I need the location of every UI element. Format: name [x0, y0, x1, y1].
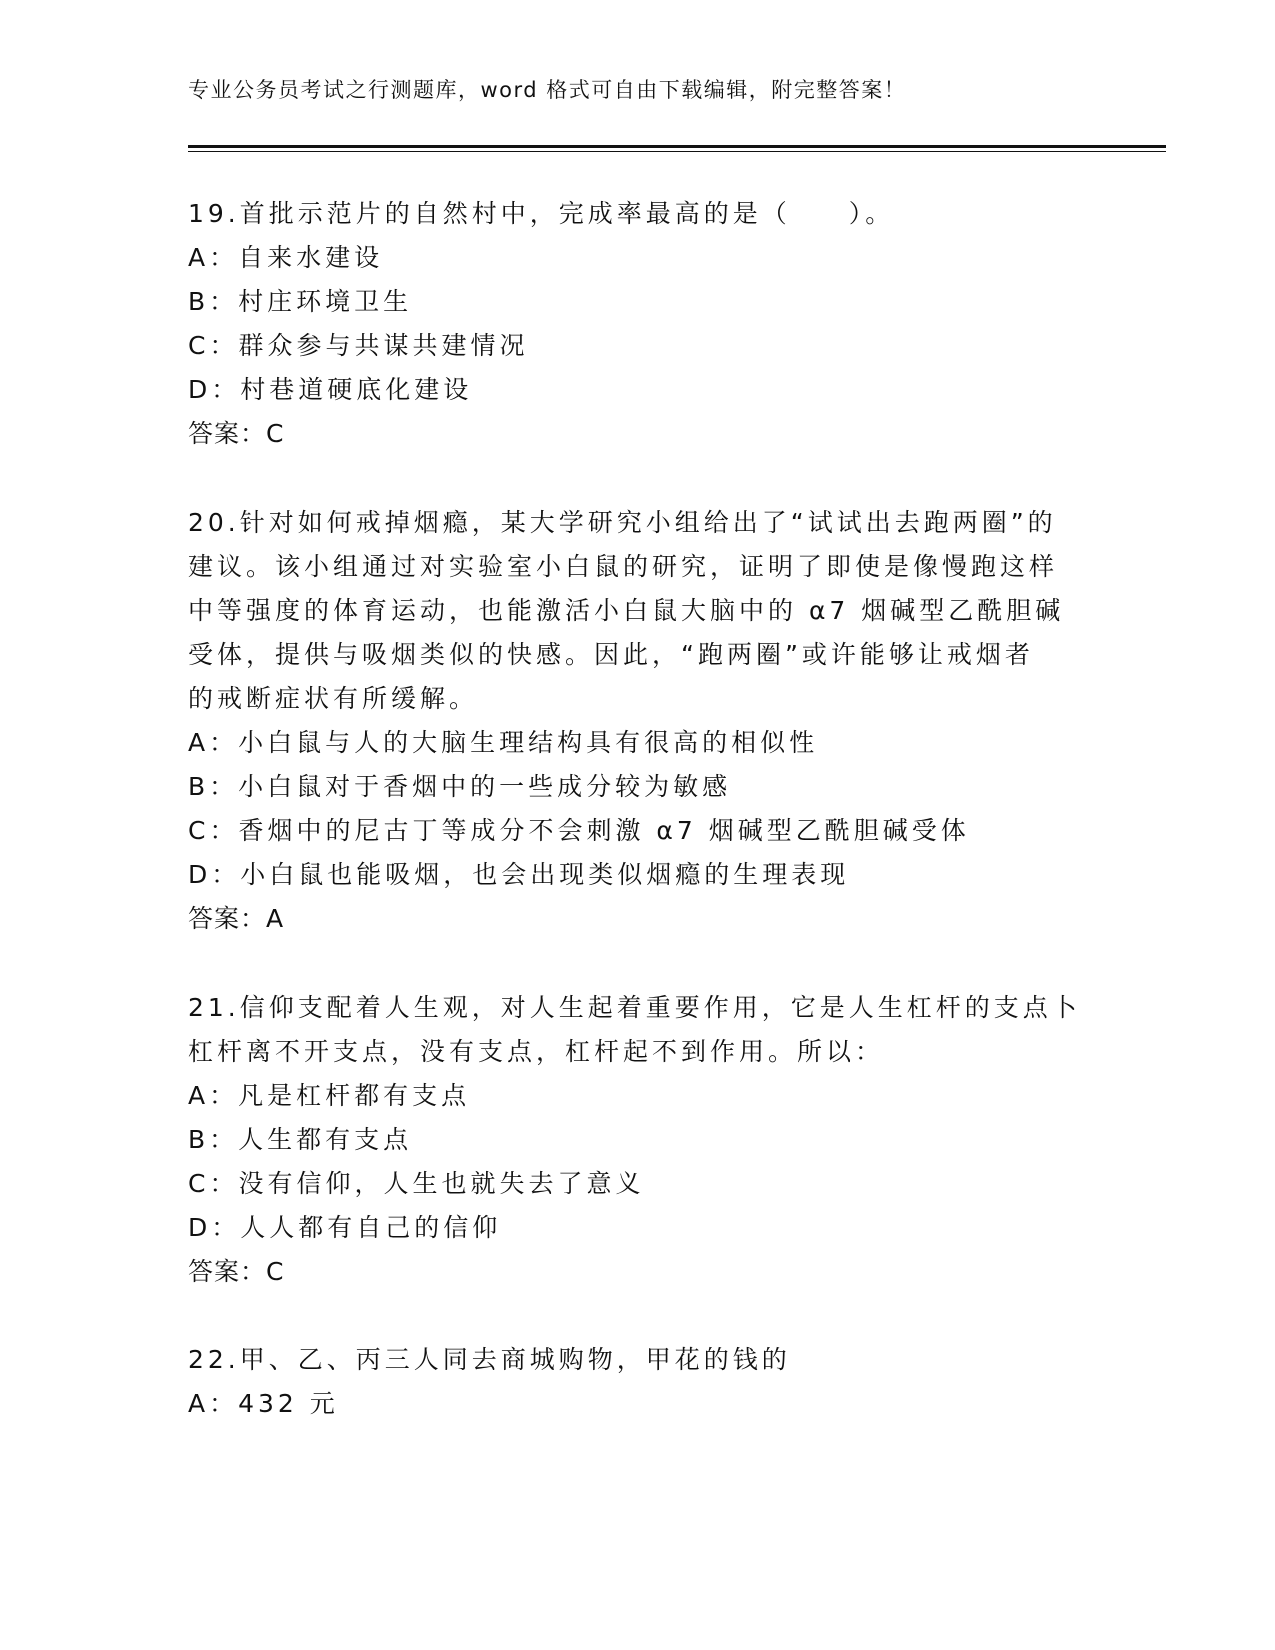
question-21-option-a: A：凡是杠杆都有支点: [188, 1081, 471, 1110]
question-21-stem-line-2: 杠杆离不开支点，没有支点，杠杆起不到作用。所以：: [188, 1037, 885, 1066]
question-22-option-a: A：432 元: [188, 1389, 339, 1418]
question-20-answer: 答案：A: [188, 904, 285, 933]
question-21-option-d: D：人人都有自己的信仰: [188, 1213, 502, 1242]
question-21-stem-line-1: 21.信仰支配着人生观，对人生起着重要作用，它是人生杠杆的支点卜: [188, 993, 1081, 1022]
question-19-option-a: A：自来水建设: [188, 243, 384, 272]
question-22-stem: 22.甲、乙、丙三人同去商城购物，甲花的钱的: [188, 1345, 791, 1374]
question-20-option-c: C：香烟中的尼古丁等成分不会刺激 α7 烟碱型乙酰胆碱受体: [188, 816, 970, 845]
question-19-option-b: B：村庄环境卫生: [188, 287, 413, 316]
page-header: 专业公务员考试之行测题库，word 格式可自由下载编辑，附完整答案！: [188, 78, 907, 102]
question-20-option-b: B：小白鼠对于香烟中的一些成分较为敏感: [188, 772, 732, 801]
question-20-stem-line-5: 的戒断症状有所缓解。: [188, 684, 479, 713]
question-20-option-a: A：小白鼠与人的大脑生理结构具有很高的相似性: [188, 728, 819, 757]
question-20-stem-line-2: 建议。该小组通过对实验室小白鼠的研究，证明了即使是像慢跑这样: [188, 552, 1059, 581]
question-20-stem-line-3: 中等强度的体育运动，也能激活小白鼠大脑中的 α7 烟碱型乙酰胆碱: [188, 596, 1065, 625]
header-rule-thick: [188, 145, 1166, 148]
question-19-answer: 答案：C: [188, 419, 285, 448]
question-21-option-c: C：没有信仰，人生也就失去了意义: [188, 1169, 645, 1198]
question-20-stem-line-1: 20.针对如何戒掉烟瘾，某大学研究小组给出了“试试出去跑两圈”的: [188, 508, 1057, 537]
question-19-stem: 19.首批示范片的自然村中，完成率最高的是（ ）。: [188, 199, 895, 228]
question-20-option-d: D：小白鼠也能吸烟，也会出现类似烟瘾的生理表现: [188, 860, 850, 889]
question-21-answer: 答案：C: [188, 1257, 285, 1286]
question-19-option-c: C：群众参与共谋共建情况: [188, 331, 529, 360]
question-19-option-d: D：村巷道硬底化建设: [188, 375, 473, 404]
header-rule-thin: [188, 151, 1166, 152]
question-20-stem-line-4: 受体，提供与吸烟类似的快感。因此，“跑两圈”或许能够让戒烟者: [188, 640, 1034, 669]
question-21-option-b: B：人生都有支点: [188, 1125, 413, 1154]
